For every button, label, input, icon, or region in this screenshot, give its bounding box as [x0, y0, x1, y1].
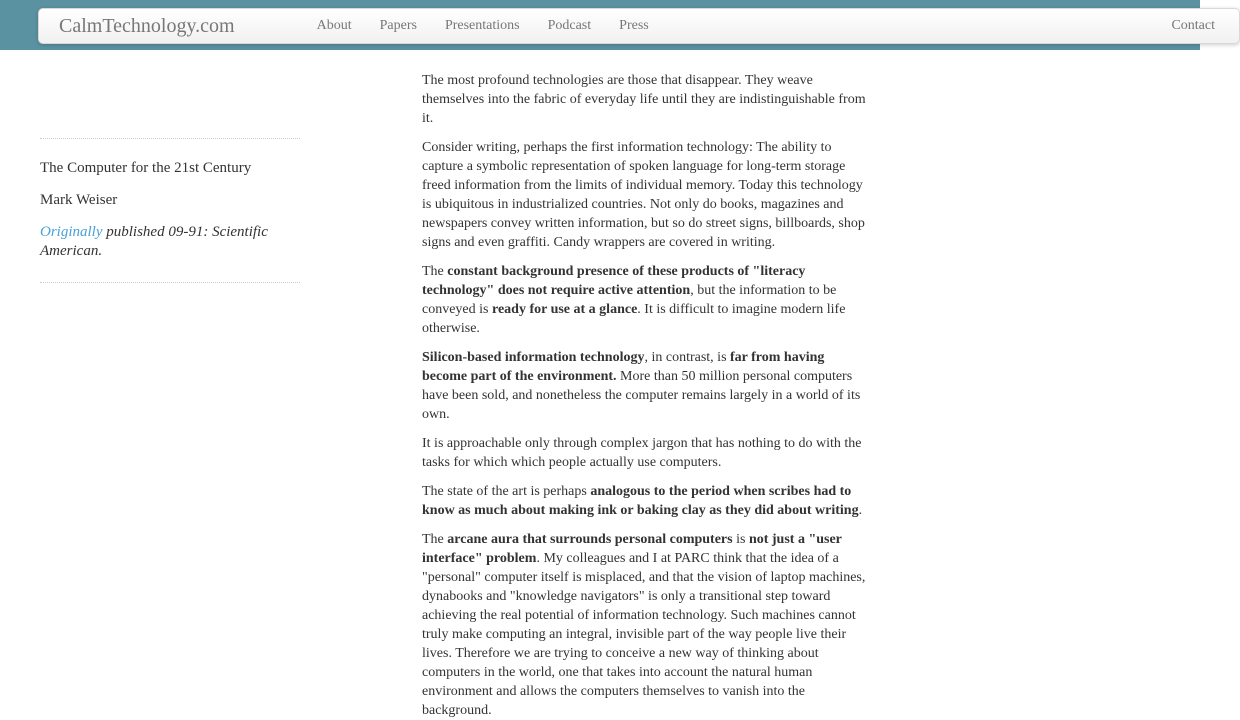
paragraph: The constant background presence of these products of "literacy technology" does not require active attention, but the information to be conveyed is ready for use at a glance. It is difficult to imagine modern life otherwise. — [422, 264, 846, 336]
nav-item-presentations — [431, 9, 534, 43]
nav-link-presentations[interactable]: Presentations — [444, 18, 520, 33]
paragraph: The arcane aura that surrounds personal computers is not just a "user interface" problem. My colleagues and I at PARC think that the idea of a "personal" computer itself is misplaced, and that the vision of laptop machines, dynabooks and "knowledge navigators" is only a transitional step toward achieving the real potential of information technology. Such machines cannot truly make computing an integral, invisible part of the way people live their lives. Therefore we are trying to conceive a new way of thinking about computers in the world, one that takes into account the natural human environment and allows the computers themselves to vanish into the background. — [422, 532, 866, 718]
paragraph: Consider writing, perhaps the first information technology: The ability to capture a symbolic representation of spoken language for long-term storage freed information from the limits of individual memory. Today this technology is ubiquitous in industrialized countries. Not only do books, magazines and newspapers convey written information, but so do street signs, billboards, shop signs and even graffiti. Candy wrappers are covered in writing. — [422, 140, 865, 250]
originally-link[interactable]: Originally — [40, 224, 103, 240]
nav-item-podcast — [534, 9, 606, 43]
brand-link[interactable]: CalmTechnology.com — [59, 14, 235, 37]
paragraph: It is approachable only through complex jargon that has nothing to do with the tasks for which which people actually use computers. — [422, 436, 862, 470]
publication-note — [40, 223, 300, 261]
nav-link-contact[interactable]: Contact — [1171, 18, 1215, 33]
article-author: Mark Weiser — [40, 192, 118, 208]
nav-item-press — [605, 9, 663, 43]
nav-item-papers — [366, 9, 431, 43]
nav-menu — [303, 9, 663, 43]
paragraph: The state of the art is perhaps analogous to the period when scribes had to know as much about making ink or baking clay as they did about writing. — [422, 484, 863, 518]
paragraph: The most profound technologies are those that disappear. They weave themselves into the fabric of everyday life until they are indistinguishable from it. — [422, 73, 866, 126]
paragraph: Silicon-based information technology, in contrast, is far from having become part of the environment. More than 50 million personal computers have been sold, and nonetheless the computer remains largely in a world of its own. — [422, 350, 861, 422]
sidebar — [40, 138, 300, 283]
nav-link-papers[interactable]: Papers — [379, 18, 417, 33]
navbar — [38, 8, 1240, 44]
nav-link-about[interactable]: About — [316, 18, 352, 33]
page-content — [0, 50, 1200, 720]
article-title: The Computer for the 21st Century — [40, 160, 252, 176]
nav-link-press[interactable]: Press — [619, 18, 649, 33]
divider-top — [40, 138, 300, 139]
publication-note-text: published 09-91: Scientific American. — [40, 224, 268, 259]
nav-link-podcast[interactable]: Podcast — [547, 18, 592, 33]
site-header — [0, 0, 1215, 50]
nav-item-about — [303, 9, 366, 43]
divider-bottom — [40, 282, 300, 283]
article-body — [422, 50, 866, 720]
